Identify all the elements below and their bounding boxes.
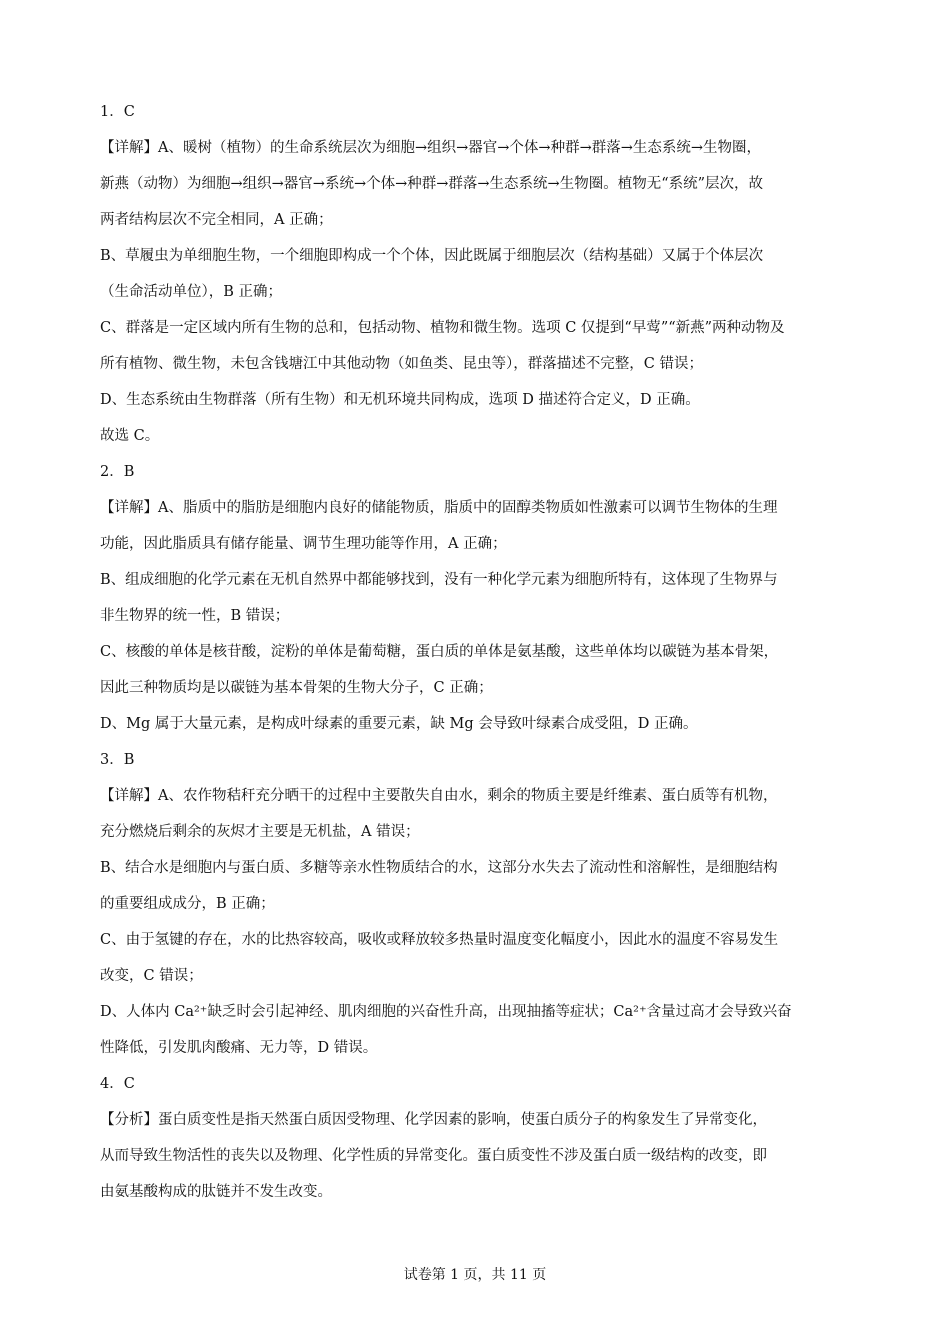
- text-line: B、组成细胞的化学元素在无机自然界中都能够找到，没有一种化学元素为细胞所特有，这体现了生物界与: [100, 572, 778, 588]
- text-line: 【分析】蛋白质变性是指天然蛋白质因受物理、化学因素的影响，使蛋白质分子的构象发生了异常变化，: [100, 1112, 767, 1128]
- text-line: D、Mg 属于大量元素，是构成叶绿素的重要元素，缺 Mg 会导致叶绿素合成受阻，D 正确。: [100, 716, 698, 732]
- text-line: B、结合水是细胞内与蛋白质、多糖等亲水性物质结合的水，这部分水失去了流动性和溶解性，是细胞结构: [100, 860, 778, 876]
- text-line: （生命活动单位），B 正确；: [100, 284, 283, 300]
- text-line: C、群落是一定区域内所有生物的总和，包括动物、植物和微生物。选项 C 仅提到“早莺”“新燕”两种动物及: [100, 320, 785, 336]
- text-line: 【详解】A、农作物秸秆充分晒干的过程中主要散失自由水，剩余的物质主要是纤维素、蛋白质等有机物，: [100, 788, 778, 804]
- text-line: C、核酸的单体是核苷酸，淀粉的单体是葡萄糖，蛋白质的单体是氨基酸，这些单体均以碳链为基本骨架，: [100, 644, 779, 660]
- text-line: 由氨基酸构成的肽链并不发生改变。: [100, 1184, 332, 1200]
- page-footer: 试卷第 1 页，共 11 页: [403, 1267, 547, 1283]
- text-line: 改变，C 错误；: [100, 968, 203, 984]
- text-line: C、由于氢键的存在，水的比热容较高，吸收或释放较多热量时温度变化幅度小，因此水的温度不容易发生: [100, 932, 779, 948]
- text-line: 功能，因此脂质具有储存能量、调节生理功能等作用，A 正确；: [100, 536, 507, 552]
- answer-content: [100, 94, 860, 1210]
- text-line: B、草履虫为单细胞生物，一个细胞即构成一个个体，因此既属于细胞层次（结构基础）又属于个体层次: [100, 248, 764, 264]
- question-number: 2．B: [100, 464, 135, 480]
- text-line: 故选 C。: [100, 428, 160, 444]
- text-line: 从而导致生物活性的丧失以及物理、化学性质的异常变化。蛋白质变性不涉及蛋白质一级结构的改变，即: [100, 1148, 767, 1164]
- text-line: 【详解】A、脂质中的脂肪是细胞内良好的储能物质，脂质中的固醇类物质如性激素可以调节生物体的生理: [100, 500, 778, 516]
- text-line: 的重要组成成分，B 正确；: [100, 896, 275, 912]
- text-line: 非生物界的统一性，B 错误；: [100, 608, 290, 624]
- question-number: 4．C: [100, 1076, 135, 1092]
- text-line: 【详解】A、暖树（植物）的生命系统层次为细胞→组织→器官→个体→种群→群落→生态系统→生物圈，: [100, 140, 762, 156]
- question-number: 3．B: [100, 752, 135, 768]
- question-number: 1．C: [100, 104, 135, 120]
- text-line: D、生态系统由生物群落（所有生物）和无机环境共同构成，选项 D 描述符合定义，D 正确。: [100, 392, 700, 408]
- text-line: D、人体内 Ca²⁺缺乏时会引起神经、肌肉细胞的兴奋性升高，出现抽搐等症状；Ca²⁺含量过高才会导致兴奋: [100, 1004, 792, 1020]
- text-line: 因此三种物质均是以碳链为基本骨架的生物大分子，C 正确；: [100, 680, 493, 696]
- text-line: 充分燃烧后剩余的灰烬才主要是无机盐，A 错误；: [100, 824, 420, 840]
- text-line: 两者结构层次不完全相同，A 正确；: [100, 212, 333, 228]
- text-line: 性降低，引发肌肉酸痛、无力等，D 错误。: [100, 1040, 378, 1056]
- text-line: 所有植物、微生物，未包含钱塘江中其他动物（如鱼类、昆虫等），群落描述不完整，C 错误；: [100, 356, 703, 372]
- text-line: 新燕（动物）为细胞→组织→器官→系统→个体→种群→群落→生态系统→生物圈。植物无“系统”层次，故: [100, 176, 764, 192]
